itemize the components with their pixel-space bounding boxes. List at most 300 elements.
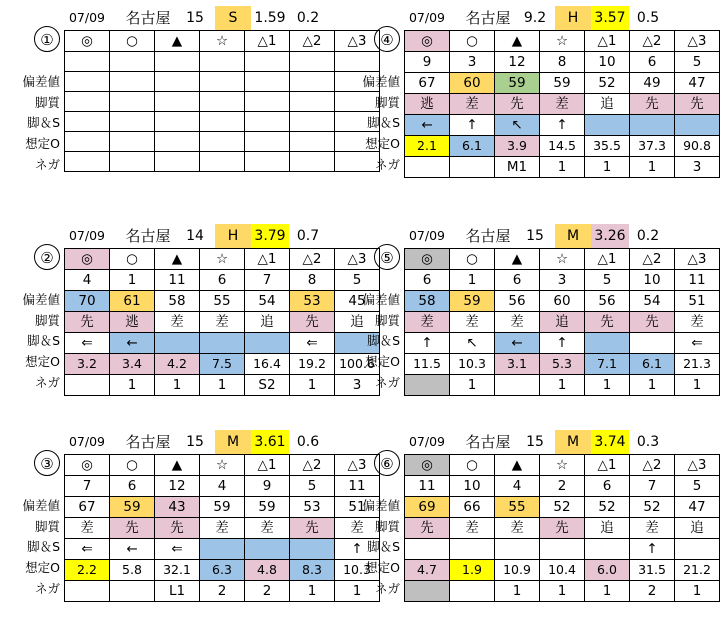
- cell-ls: [200, 333, 245, 354]
- cell-mark: △3: [335, 455, 380, 476]
- cell-mark: ☆: [200, 455, 245, 476]
- cell-horse: 4: [65, 270, 110, 291]
- cell-horse: 5: [675, 52, 720, 73]
- cell-mark: ◎: [405, 455, 450, 476]
- cell-mark: ▲: [155, 249, 200, 270]
- row-label-odds: 想定O: [365, 136, 400, 151]
- cell-style: 差: [450, 312, 495, 333]
- row-mark: [405, 31, 720, 52]
- cell-horse: 5: [335, 270, 380, 291]
- cell-dev: 59: [245, 497, 290, 518]
- cell-ls: ↑: [405, 333, 450, 354]
- cell-mark: △3: [675, 455, 720, 476]
- cell-mark: △3: [675, 249, 720, 270]
- cell-dev: 45: [335, 291, 380, 312]
- cell-odds: 6.1: [630, 354, 675, 375]
- row-label-dev: 偏差値: [22, 292, 60, 308]
- cell-dev: 54: [630, 291, 675, 312]
- cell-horse: [110, 52, 155, 72]
- cell-style: 追: [540, 312, 585, 333]
- row-label-nega: ネガ: [374, 580, 400, 596]
- cell-ls: ↑: [540, 333, 585, 354]
- cell-horse: [200, 52, 245, 72]
- cell-dev: 53: [290, 291, 335, 312]
- row-label-style: 脚質: [34, 518, 60, 534]
- cell-nega: 1: [630, 157, 675, 178]
- cell-nega: [110, 581, 155, 602]
- cell-style: 差: [200, 312, 245, 333]
- cell-style: 先: [540, 518, 585, 539]
- cell-ls: [675, 115, 720, 136]
- cell-ls: [405, 539, 450, 560]
- cell-style: 差: [495, 518, 540, 539]
- cell-ls: ↖: [450, 333, 495, 354]
- cell-odds: 5.8: [110, 560, 155, 581]
- cell-ls: ←: [405, 115, 450, 136]
- race-panel: [22, 6, 379, 206]
- cell-nega: 1: [335, 581, 380, 602]
- cell-mark: △1: [585, 31, 630, 52]
- race-number: ①: [34, 26, 60, 52]
- cell-mark: △3: [675, 31, 720, 52]
- row-label-nega: ネガ: [34, 156, 60, 172]
- cell-odds: [200, 132, 245, 152]
- cell-horse: [335, 52, 380, 72]
- row-style: [65, 92, 380, 112]
- cell-horse: 6: [110, 476, 155, 497]
- row-label-dev: 偏差値: [362, 292, 400, 308]
- cell-nega: 1: [540, 375, 585, 396]
- cell-dev: 43: [155, 497, 200, 518]
- cell-mark: ☆: [540, 31, 585, 52]
- cell-dev: 55: [200, 291, 245, 312]
- row-ls: [405, 333, 720, 354]
- cell-odds: 7.1: [585, 354, 630, 375]
- race-class-code: M: [555, 430, 591, 454]
- cell-nega: 1: [675, 375, 720, 396]
- race-index: 3.57: [591, 6, 629, 30]
- row-label-odds: 想定O: [25, 136, 60, 151]
- cell-horse: 3: [540, 270, 585, 291]
- cell-nega: [65, 375, 110, 396]
- cell-ls: ←: [110, 333, 155, 354]
- cell-ls: [675, 539, 720, 560]
- cell-nega: 1: [495, 581, 540, 602]
- race-date: 07/09: [408, 228, 446, 243]
- cell-ls: [585, 539, 630, 560]
- cell-odds: 19.2: [290, 354, 335, 375]
- cell-ls: ⇐: [290, 333, 335, 354]
- cell-style: 逃: [110, 312, 155, 333]
- cell-odds: 21.2: [675, 560, 720, 581]
- cell-ls: ⇐: [65, 333, 110, 354]
- cell-style: 先: [585, 312, 630, 333]
- race-panel: [362, 6, 719, 206]
- race-venue: 名古屋: [465, 9, 511, 27]
- cell-ls: [450, 539, 495, 560]
- cell-dev: [155, 72, 200, 92]
- cell-mark: △3: [335, 31, 380, 52]
- cell-dev: 54: [245, 291, 290, 312]
- cell-dev: 58: [405, 291, 450, 312]
- cell-dev: 60: [540, 291, 585, 312]
- cell-horse: 1: [110, 270, 155, 291]
- cell-horse: 3: [450, 52, 495, 73]
- row-label-nega: ネガ: [374, 374, 400, 390]
- cell-mark: ▲: [495, 249, 540, 270]
- race-index-2: 0.6: [296, 434, 320, 450]
- race-index: 3.79: [251, 224, 289, 248]
- row-horse: [405, 476, 720, 497]
- prediction-grid: [64, 248, 380, 396]
- cell-style: 差: [200, 518, 245, 539]
- cell-horse: 2: [540, 476, 585, 497]
- cell-ls: ↑: [630, 539, 675, 560]
- cell-odds: 2.1: [405, 136, 450, 157]
- row-label-dev: 偏差値: [22, 498, 60, 514]
- cell-nega: [450, 157, 495, 178]
- cell-odds: 35.5: [585, 136, 630, 157]
- race-panel: [362, 430, 719, 630]
- cell-nega: [155, 152, 200, 172]
- cell-dev: 51: [335, 497, 380, 518]
- cell-horse: 12: [155, 476, 200, 497]
- prediction-grid: [404, 248, 720, 396]
- cell-odds: 1.9: [450, 560, 495, 581]
- cell-ls: ↑: [540, 115, 585, 136]
- cell-dev: 56: [495, 291, 540, 312]
- cell-nega: 2: [630, 581, 675, 602]
- cell-nega: 1: [450, 375, 495, 396]
- cell-style: [245, 92, 290, 112]
- cell-dev: 59: [110, 497, 155, 518]
- row-dev: [405, 73, 720, 94]
- cell-horse: 8: [540, 52, 585, 73]
- race-date: 07/09: [68, 434, 106, 449]
- cell-nega: 1: [155, 375, 200, 396]
- cell-odds: 10.4: [540, 560, 585, 581]
- race-panel: [22, 224, 379, 424]
- cell-style: 先: [155, 518, 200, 539]
- cell-ls: [290, 112, 335, 132]
- row-nega: [65, 152, 380, 172]
- cell-style: 差: [155, 312, 200, 333]
- cell-style: 差: [405, 312, 450, 333]
- race-index: 3.26: [591, 224, 629, 248]
- race-number: ③: [34, 450, 60, 476]
- cell-odds: 4.7: [405, 560, 450, 581]
- cell-ls: [290, 539, 335, 560]
- cell-odds: 21.3: [675, 354, 720, 375]
- cell-odds: 16.4: [245, 354, 290, 375]
- cell-horse: 7: [245, 270, 290, 291]
- cell-ls: ⇐: [155, 539, 200, 560]
- cell-dev: 51: [675, 291, 720, 312]
- cell-nega: 1: [540, 157, 585, 178]
- cell-ls: [585, 115, 630, 136]
- race-date: 07/09: [408, 10, 446, 25]
- cell-nega: 3: [675, 157, 720, 178]
- cell-horse: 7: [630, 476, 675, 497]
- cell-horse: 11: [155, 270, 200, 291]
- race-index-2: 0.3: [636, 434, 660, 450]
- cell-ls: [585, 333, 630, 354]
- race-class-code: H: [215, 224, 251, 248]
- cell-ls: [495, 539, 540, 560]
- cell-mark: △1: [585, 455, 630, 476]
- race-field-size: 15: [526, 228, 544, 244]
- cell-mark: ○: [110, 249, 155, 270]
- cell-dev: 58: [155, 291, 200, 312]
- cell-horse: 5: [290, 476, 335, 497]
- cell-odds: 11.5: [405, 354, 450, 375]
- cell-style: [65, 92, 110, 112]
- cell-style: 逃: [405, 94, 450, 115]
- cell-nega: 2: [245, 581, 290, 602]
- cell-odds: 3.9: [495, 136, 540, 157]
- row-label-odds: 想定O: [25, 560, 60, 575]
- row-dev: [65, 497, 380, 518]
- cell-dev: 60: [450, 73, 495, 94]
- row-nega: [405, 581, 720, 602]
- cell-mark: △2: [630, 249, 675, 270]
- cell-dev: 52: [585, 497, 630, 518]
- cell-mark: ☆: [540, 249, 585, 270]
- prediction-grid: [404, 30, 720, 178]
- cell-mark: △2: [630, 31, 675, 52]
- cell-odds: 10.9: [495, 560, 540, 581]
- cell-nega: [405, 157, 450, 178]
- cell-ls: [630, 115, 675, 136]
- race-venue: 名古屋: [125, 227, 171, 245]
- cell-horse: 9: [245, 476, 290, 497]
- row-label-ls: 脚＆S: [367, 115, 400, 131]
- cell-nega: M1: [495, 157, 540, 178]
- cell-dev: 52: [630, 497, 675, 518]
- cell-horse: 6: [405, 270, 450, 291]
- cell-odds: 90.8: [675, 136, 720, 157]
- cell-nega: 1: [290, 375, 335, 396]
- cell-odds: 7.5: [200, 354, 245, 375]
- cell-nega: [65, 581, 110, 602]
- cell-style: 差: [495, 312, 540, 333]
- row-style: [405, 94, 720, 115]
- cell-ls: [110, 112, 155, 132]
- row-label-dev: 偏差値: [362, 74, 400, 90]
- row-horse: [65, 52, 380, 72]
- cell-horse: [245, 52, 290, 72]
- cell-style: 先: [630, 312, 675, 333]
- race-header: [404, 6, 719, 30]
- row-label-style: 脚質: [34, 94, 60, 110]
- cell-style: 差: [450, 94, 495, 115]
- race-class-code: S: [215, 6, 251, 30]
- cell-horse: 10: [585, 52, 630, 73]
- cell-mark: ○: [450, 31, 495, 52]
- cell-mark: △2: [290, 31, 335, 52]
- race-number: ⑥: [374, 450, 400, 476]
- race-date: 07/09: [68, 10, 106, 25]
- race-field-size: 15: [526, 434, 544, 450]
- row-odds: [405, 136, 720, 157]
- row-mark: [65, 455, 380, 476]
- row-label-style: 脚質: [374, 94, 400, 110]
- cell-style: 追: [585, 518, 630, 539]
- race-index: 3.61: [251, 430, 289, 454]
- cell-mark: ○: [110, 31, 155, 52]
- cell-style: 先: [630, 94, 675, 115]
- cell-horse: 4: [200, 476, 245, 497]
- cell-dev: 66: [450, 497, 495, 518]
- race-index: 3.74: [591, 430, 629, 454]
- row-dev: [405, 497, 720, 518]
- race-number: ⑤: [374, 244, 400, 270]
- cell-odds: 4.8: [245, 560, 290, 581]
- cell-odds: 37.3: [630, 136, 675, 157]
- cell-mark: ◎: [65, 249, 110, 270]
- cell-dev: 52: [585, 73, 630, 94]
- row-label-ls: 脚＆S: [27, 539, 60, 555]
- row-label-odds: 想定O: [365, 354, 400, 369]
- row-label-style: 脚質: [34, 312, 60, 328]
- cell-horse: 4: [495, 476, 540, 497]
- cell-horse: 11: [335, 476, 380, 497]
- cell-odds: 3.4: [110, 354, 155, 375]
- cell-nega: [65, 152, 110, 172]
- row-label-ls: 脚＆S: [367, 333, 400, 349]
- row-nega: [405, 157, 720, 178]
- cell-dev: 59: [495, 73, 540, 94]
- cell-ls: [155, 112, 200, 132]
- cell-mark: ▲: [155, 31, 200, 52]
- cell-mark: ◎: [405, 31, 450, 52]
- cell-nega: [245, 152, 290, 172]
- cell-style: 先: [495, 94, 540, 115]
- cell-horse: 6: [630, 52, 675, 73]
- cell-dev: 69: [405, 497, 450, 518]
- cell-mark: ☆: [200, 31, 245, 52]
- cell-horse: [290, 52, 335, 72]
- cell-style: [155, 92, 200, 112]
- cell-horse: 1: [450, 270, 495, 291]
- cell-dev: 55: [495, 497, 540, 518]
- cell-dev: 53: [290, 497, 335, 518]
- row-dev: [405, 291, 720, 312]
- cell-dev: [65, 72, 110, 92]
- row-label-dev: 偏差値: [362, 498, 400, 514]
- cell-mark: ▲: [495, 455, 540, 476]
- cell-horse: 6: [200, 270, 245, 291]
- row-mark: [405, 455, 720, 476]
- cell-nega: [450, 581, 495, 602]
- cell-style: [290, 92, 335, 112]
- race-date: 07/09: [408, 434, 446, 449]
- cell-style: 差: [675, 312, 720, 333]
- cell-ls: ↑: [450, 115, 495, 136]
- row-horse: [65, 270, 380, 291]
- cell-odds: 2.2: [65, 560, 110, 581]
- cell-style: 差: [335, 518, 380, 539]
- cell-nega: 2: [200, 581, 245, 602]
- race-header: [64, 224, 379, 248]
- cell-mark: ☆: [540, 455, 585, 476]
- cell-style: 追: [675, 518, 720, 539]
- race-field-size: 15: [186, 10, 204, 26]
- race-venue: 名古屋: [465, 227, 511, 245]
- cell-odds: 4.2: [155, 354, 200, 375]
- row-style: [405, 312, 720, 333]
- row-mark: [405, 249, 720, 270]
- race-venue: 名古屋: [125, 9, 171, 27]
- cell-dev: [290, 72, 335, 92]
- cell-mark: △2: [290, 455, 335, 476]
- cell-style: [110, 92, 155, 112]
- cell-ls: ↑: [335, 539, 380, 560]
- cell-dev: 70: [65, 291, 110, 312]
- row-style: [405, 518, 720, 539]
- row-odds: [405, 354, 720, 375]
- race-index-2: 0.5: [636, 10, 660, 26]
- cell-odds: 10.3: [335, 560, 380, 581]
- cell-odds: 10.3: [450, 354, 495, 375]
- cell-nega: S2: [245, 375, 290, 396]
- cell-odds: 5.3: [540, 354, 585, 375]
- race-panel: [362, 224, 719, 424]
- cell-horse: 11: [675, 270, 720, 291]
- cell-nega: [495, 375, 540, 396]
- row-mark: [65, 31, 380, 52]
- cell-nega: 1: [200, 375, 245, 396]
- row-dev: [65, 291, 380, 312]
- row-label-odds: 想定O: [25, 354, 60, 369]
- cell-horse: 11: [405, 476, 450, 497]
- race-field-size: 9.2: [523, 10, 547, 26]
- cell-ls: [200, 112, 245, 132]
- cell-odds: 6.0: [585, 560, 630, 581]
- cell-mark: ◎: [65, 31, 110, 52]
- cell-style: 差: [450, 518, 495, 539]
- row-label-ls: 脚＆S: [367, 539, 400, 555]
- cell-nega: 1: [675, 581, 720, 602]
- cell-style: 先: [675, 94, 720, 115]
- cell-mark: △1: [585, 249, 630, 270]
- race-index: 1.59: [254, 10, 286, 26]
- cell-nega: 1: [585, 581, 630, 602]
- cell-horse: 10: [450, 476, 495, 497]
- cell-nega: [110, 152, 155, 172]
- cell-nega: [405, 581, 450, 602]
- cell-style: 先: [65, 312, 110, 333]
- cell-nega: 1: [540, 581, 585, 602]
- cell-nega: 1: [290, 581, 335, 602]
- cell-nega: [405, 375, 450, 396]
- cell-dev: 59: [540, 73, 585, 94]
- cell-style: 先: [110, 518, 155, 539]
- cell-nega: 1: [630, 375, 675, 396]
- cell-mark: ◎: [405, 249, 450, 270]
- cell-mark: ○: [450, 455, 495, 476]
- race-number: ②: [34, 244, 60, 270]
- cell-odds: [245, 132, 290, 152]
- cell-odds: 8.3: [290, 560, 335, 581]
- cell-nega: 1: [110, 375, 155, 396]
- row-nega: [65, 375, 380, 396]
- cell-ls: ⇐: [65, 539, 110, 560]
- cell-horse: 5: [585, 270, 630, 291]
- cell-dev: 67: [405, 73, 450, 94]
- cell-dev: [245, 72, 290, 92]
- cell-horse: 7: [65, 476, 110, 497]
